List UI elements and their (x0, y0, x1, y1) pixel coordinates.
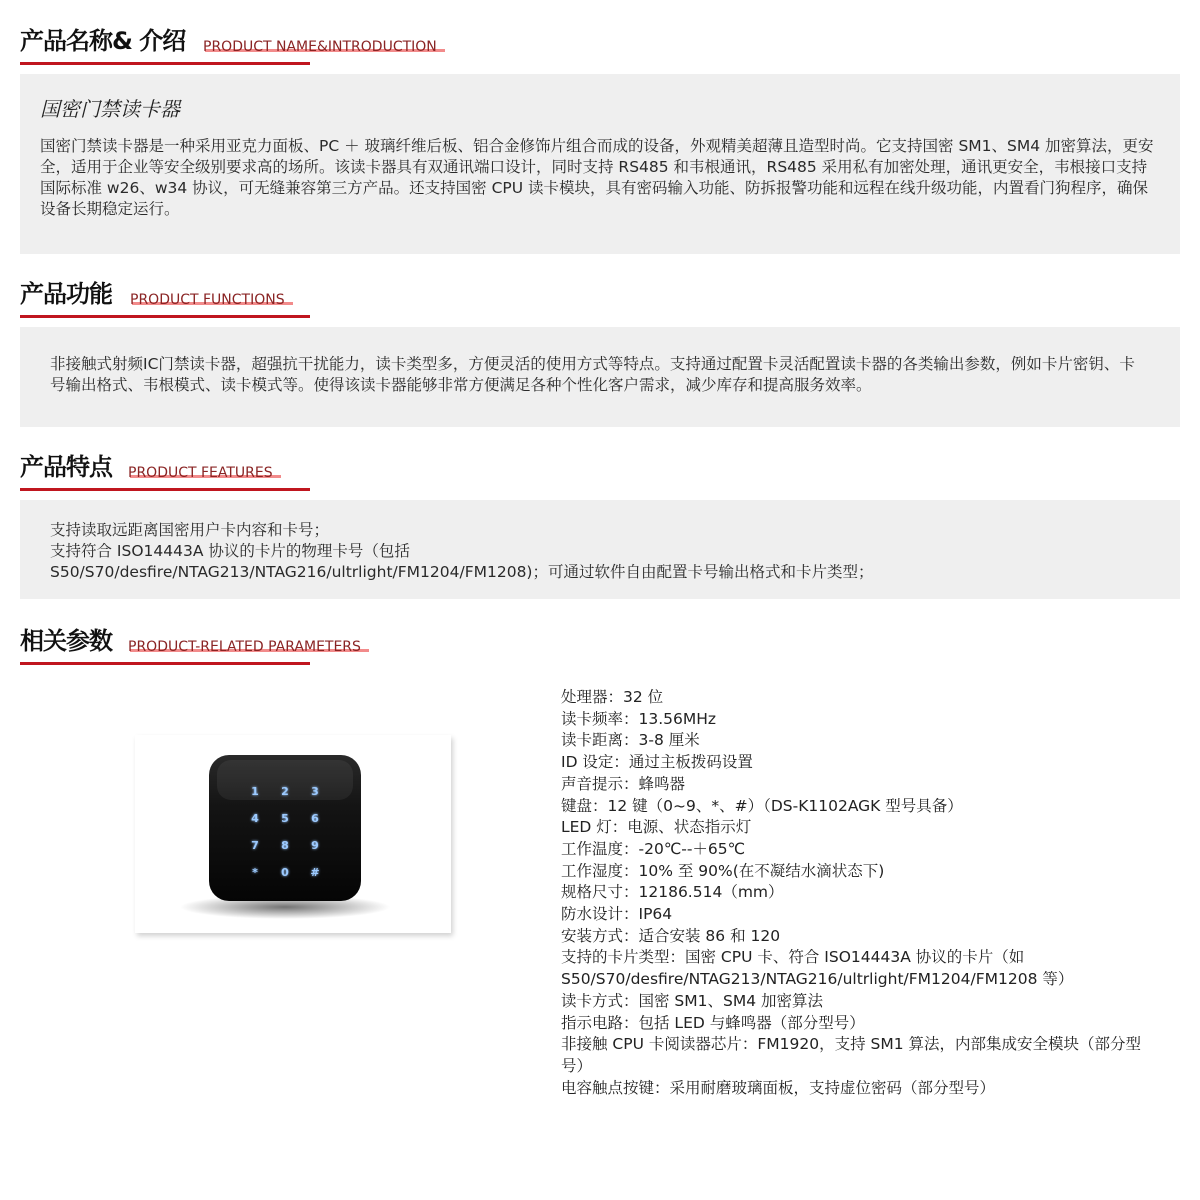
param-item: 键盘：12 键（0~9、*、#）（DS-K1102AGK 型号具备） (561, 796, 963, 815)
param-item: 规格尺寸：12186.514（mm） (561, 883, 784, 902)
section-title-cn: 产品功能 (20, 280, 112, 308)
section-header-intro (20, 22, 480, 58)
intro-text: 国密门禁读卡器是一种采用亚克力面板、PC ＋ 玻璃纤维后板、铝合金修饰片组合而成的设备，外观精美超薄且造型时尚。它支持国密 SM1、SM4 加密算法，更安全，适用于企业等安全级别要求高的场所。该读卡器具有双通讯端口设计，同时支持 RS485 和韦根通讯，RS485 采用私有加密处理，通讯更安全，韦根接口支持国际标准 w26、w34 协议，可无缝兼容第三方产品。还支持国密 CPU 读卡模块，具有密码输入功能、防拆报警功能和远程在线升级功能，内置看门狗程序，确保设备长期稳定运行。 (40, 137, 1154, 218)
key-0[interactable]: 0 (281, 866, 289, 879)
param-item: 防水设计：IP64 (561, 905, 673, 924)
section-title-en: PRODUCT NAME&INTRODUCTION (203, 39, 437, 55)
key-3[interactable]: 3 (311, 785, 319, 798)
section-title-cn: 产品特点 (20, 453, 112, 481)
section-underline (20, 662, 310, 665)
param-item: ID 设定：通过主板拨码设置 (561, 753, 753, 772)
product-name: 国密门禁读卡器 (40, 97, 180, 121)
section-underline (20, 488, 310, 491)
param-item: 电容触点按键：采用耐磨玻璃面板，支持虚位密码（部分型号） (561, 1078, 996, 1097)
param-item: 支持的卡片类型：国密 CPU 卡、符合 ISO14443A 协议的卡片（如S50/S70/desfire/NTAG213/NTAG216/ultrlight/FM1204/FM1208 等） (561, 948, 1074, 989)
key-7[interactable]: 7 (251, 839, 259, 852)
section-title-en: PRODUCT FUNCTIONS (130, 292, 285, 308)
key-2[interactable]: 2 (281, 785, 289, 798)
section-underline (20, 62, 310, 65)
intro-panel (20, 74, 1180, 254)
param-item: 指示电路：包括 LED 与蜂鸣器（部分型号） (561, 1013, 865, 1032)
param-item: 处理器：32 位 (561, 688, 664, 706)
key-8[interactable]: 8 (281, 839, 289, 852)
section-title-cn: 产品名称& 介绍 (20, 27, 186, 55)
functions-panel (20, 327, 1180, 427)
param-item: 安装方式：适合安装 86 和 120 (561, 926, 781, 945)
key-5[interactable]: 5 (281, 812, 289, 825)
key-9[interactable]: 9 (311, 839, 319, 852)
section-title-en: PRODUCT FEATURES (128, 465, 273, 481)
param-item: 读卡距离：3-8 厘米 (561, 731, 700, 750)
param-item: 读卡方式：国密 SM1、SM4 加密算法 (561, 991, 824, 1010)
card-reader-illustration (135, 735, 451, 933)
feature-line: S50/S70/desfire/NTAG213/NTAG216/ultrlight/FM1204/FM1208)；可通过软件自由配置卡号输出格式和卡片类型； (50, 563, 874, 581)
section-title-en: PRODUCT-RELATED PARAMETERS (128, 639, 361, 655)
params-list (561, 687, 1161, 1099)
functions-text: 非接触式射频IC门禁读卡器，超强抗干扰能力，读卡类型多，方便灵活的使用方式等特点。支持通过配置卡灵活配置读卡器的各类输出参数，例如卡片密钥、卡号输出格式、韦根模式、读卡模式等。使得该读卡器能够非常方便满足各种个性化客户需求，减少库存和提高服务效率。 (50, 355, 1135, 394)
key-6[interactable]: 6 (311, 812, 319, 825)
param-item: 声音提示：蜂鸣器 (561, 774, 686, 793)
feature-line: 支持符合 ISO14443A 协议的卡片的物理卡号（包括 (50, 542, 410, 560)
feature-line: 支持读取远距离国密用户卡内容和卡号； (50, 521, 330, 539)
param-item: 工作温度：-20℃--＋65℃ (561, 839, 746, 858)
key-hash[interactable]: # (310, 866, 320, 879)
param-item: 工作湿度：10% 至 90%(在不凝结水滴状态下) (561, 861, 885, 880)
product-image (135, 735, 451, 933)
section-header-functions (20, 275, 480, 311)
param-item: 读卡频率：13.56MHz (561, 709, 717, 728)
key-4[interactable]: 4 (251, 812, 259, 825)
section-title-cn: 相关参数 (20, 627, 112, 655)
section-underline (20, 315, 310, 318)
section-header-params (20, 622, 480, 658)
param-item: LED 灯：电源、状态指示灯 (561, 818, 752, 837)
key-1[interactable]: 1 (251, 785, 259, 798)
param-item: 非接触 CPU 卡阅读器芯片：FM1920，支持 SM1 算法，内部集成安全模块（部分型号） (561, 1035, 1142, 1075)
key-star[interactable]: * (252, 866, 258, 879)
features-panel (20, 500, 1180, 599)
section-header-features (20, 448, 480, 484)
